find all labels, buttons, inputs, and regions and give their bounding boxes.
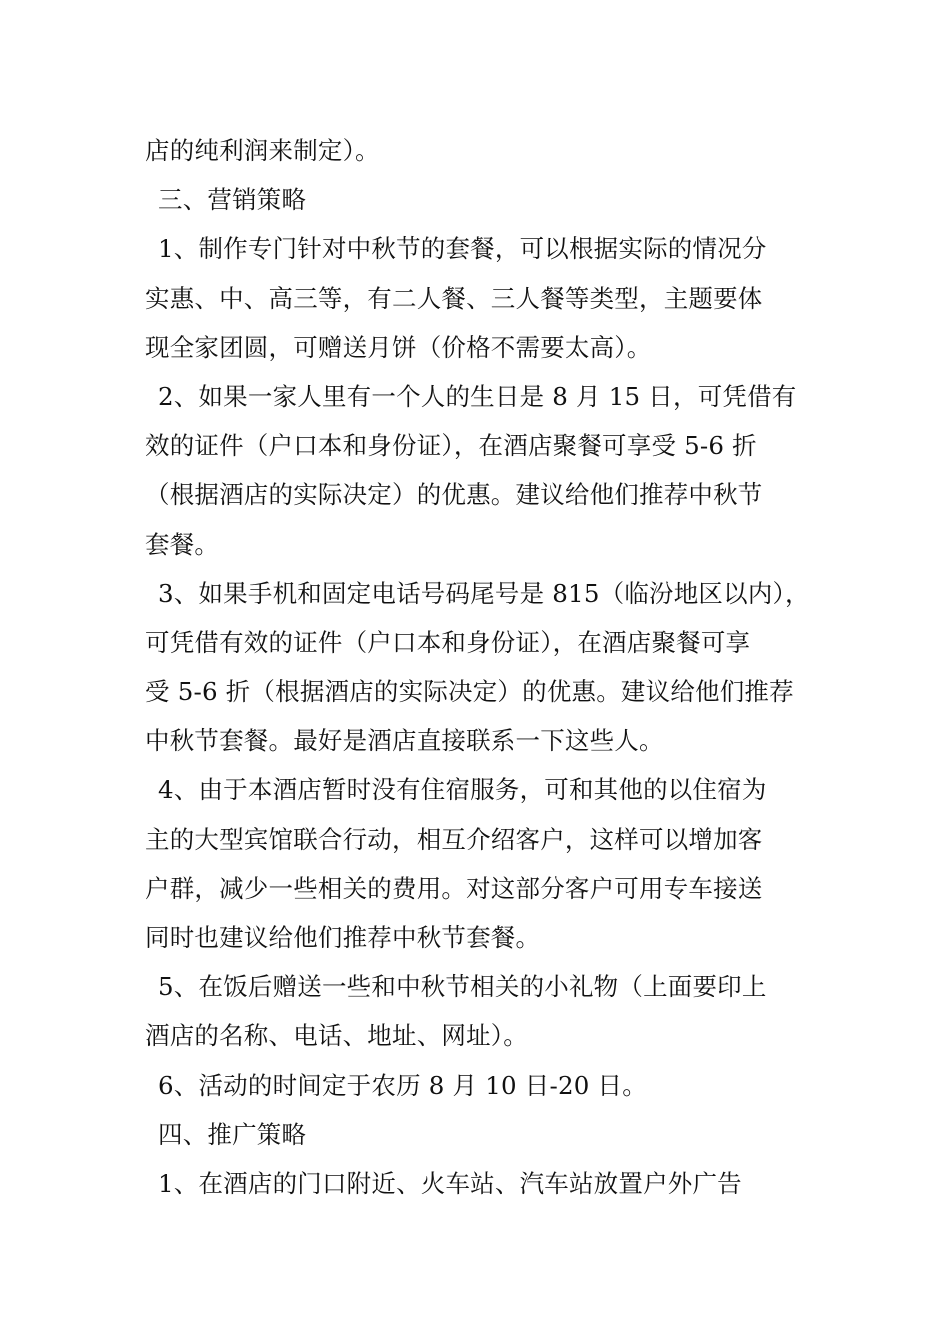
text-line: 中秋节套餐。最好是酒店直接联系一下这些人。 <box>145 726 664 756</box>
text-line: 户群，减少一些相关的费用。对这部分客户可用专车接送 <box>145 873 763 903</box>
text-line: 套餐。 <box>145 529 220 559</box>
text-line: 主的大型宾馆联合行动，相互介绍客户，这样可以增加客 <box>145 824 763 854</box>
text-line: 现全家团圆，可赠送月饼（价格不需要太高）。 <box>145 332 652 362</box>
text-line: 3、如果手机和固定电话号码尾号是 815（临汾地区以内）， <box>158 578 810 608</box>
text-line: 4、由于本酒店暂时没有住宿服务，可和其他的以住宿为 <box>158 775 767 805</box>
text-line: 受 5-6 折（根据酒店的实际决定）的优惠。建议给他们推荐 <box>145 677 794 707</box>
text-line: 5、在饭后赠送一些和中秋节相关的小礼物（上面要印上 <box>158 972 767 1002</box>
text-line: 效的证件（户口本和身份证），在酒店聚餐可享受 5-6 折 <box>145 431 757 461</box>
text-line: 6、活动的时间定于农历 8 月 10 日-20 日。 <box>158 1070 647 1100</box>
text-line: （根据酒店的实际决定）的优惠。建议给他们推荐中秋节 <box>145 480 763 510</box>
text-line: 店的纯利润来制定）。 <box>145 136 380 165</box>
text-line: 实惠、中、高三等，有二人餐、三人餐等类型，主题要体 <box>145 283 763 313</box>
text-line: 2、如果一家人里有一个人的生日是 8 月 15 日，可凭借有 <box>158 381 797 411</box>
text-line: 可凭借有效的证件（户口本和身份证），在酒店聚餐可享 <box>145 627 751 657</box>
section-heading-marketing-strategy: 三、营销策略 <box>158 185 307 215</box>
text-line: 同时也建议给他们推荐中秋节套餐。 <box>145 923 541 952</box>
text-line: 1、制作专门针对中秋节的套餐，可以根据实际的情况分 <box>158 234 767 264</box>
section-heading-promotion-strategy: 四、推广策略 <box>158 1119 307 1149</box>
document-body <box>145 126 815 1208</box>
text-line: 酒店的名称、电话、地址、网址）。 <box>145 1021 528 1051</box>
text-line: 1、在酒店的门口附近、火车站、汽车站放置户外广告 <box>158 1168 742 1198</box>
